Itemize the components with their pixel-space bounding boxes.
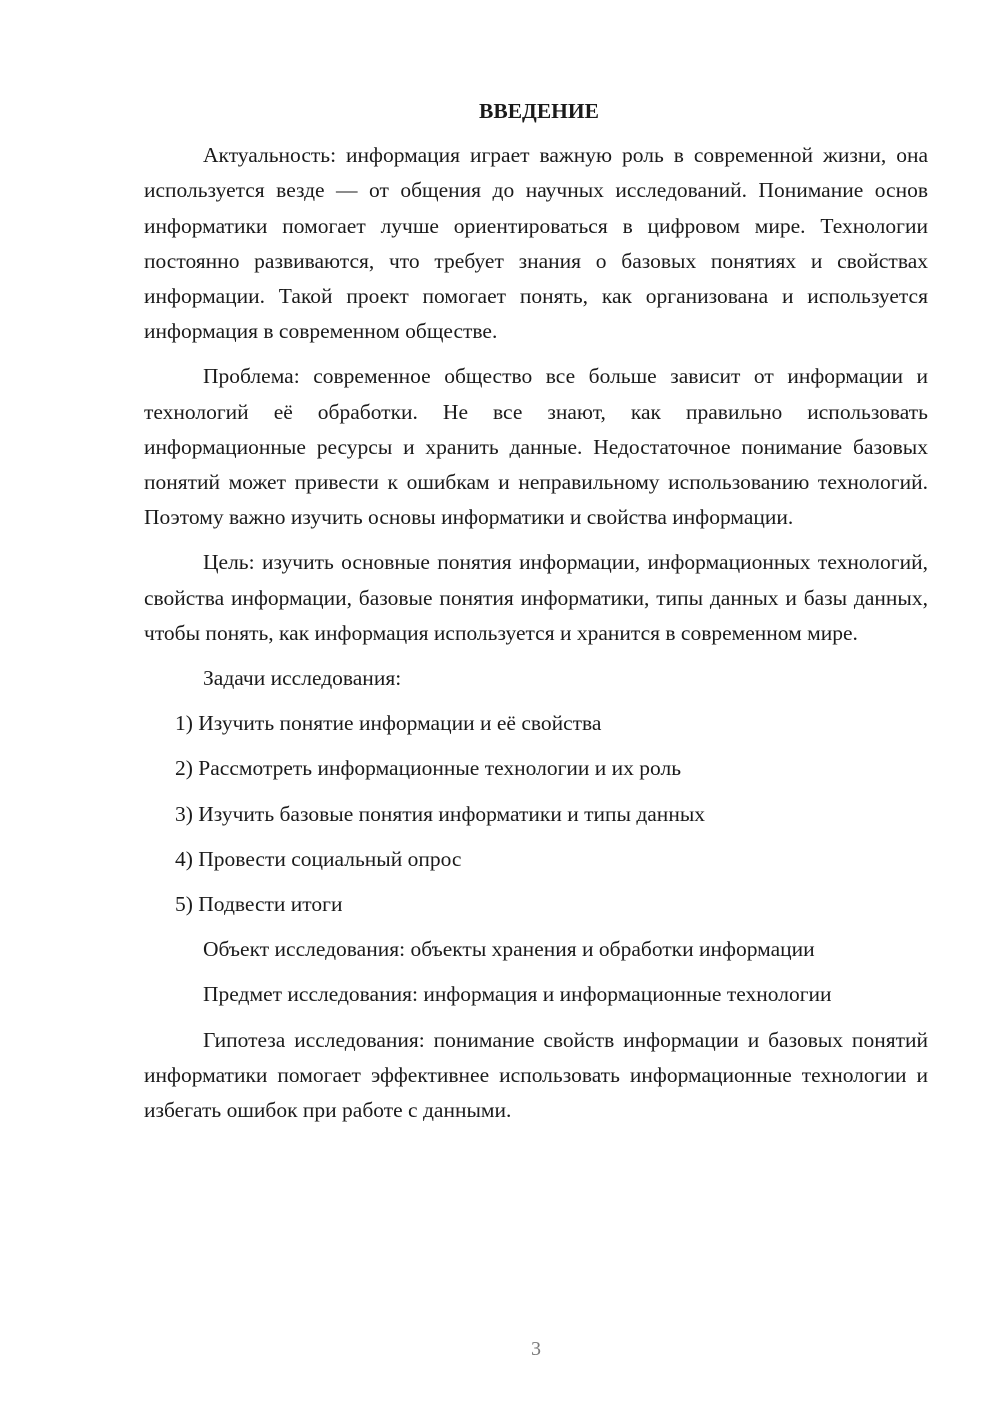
task-item: 2) Рассмотреть информационные технологии и их роль [175, 756, 682, 781]
document-title: ВВЕДЕНИЕ [479, 99, 599, 123]
hypothesis-paragraph: Гипотеза исследования: понимание свойств информации и базовых понятий информатики помогает эффективнее использовать информационные технологии и избегать ошибок при работе с данными. [144, 1027, 928, 1123]
document-body [144, 94, 928, 1138]
tasks-heading: Задачи исследования: [203, 666, 402, 691]
object-paragraph: Объект исследования: объекты хранения и обработки информации [203, 937, 815, 962]
relevance-paragraph: Актуальность: информация играет важную роль в современной жизни, она используется везде — от общения до научных исследований. Понимание основ информатики помогает лучше ориентироваться в цифровом мире. Технологии постоянно развиваются, что требует знания о базовых понятиях и свойствах информации. Такой проект помогает понять, как организована и используется информация в современном обществе. [144, 143, 928, 344]
page-number: 3 [531, 1338, 541, 1360]
task-item: 5) Подвести итоги [175, 892, 343, 917]
task-item: 4) Провести социальный опрос [175, 846, 462, 871]
task-item: 1) Изучить понятие информации и её свойства [175, 711, 602, 736]
goal-paragraph: Цель: изучить основные понятия информации, информационных технологий, свойства информации, базовые понятия информатики, типы данных и базы данных, чтобы понять, как информация используется и хранится в современном мире. [144, 550, 928, 645]
problem-paragraph: Проблема: современное общество все больше зависит от информации и технологий её обработки. Не все знают, как правильно использовать информационные ресурсы и хранить данные. Недостаточное понимание базовых понятий может привести к ошибкам и неправильному использованию технологий. Поэтому важно изучить основы информатики и свойства информации. [144, 364, 928, 530]
task-item: 3) Изучить базовые понятия информатики и типы данных [175, 801, 706, 826]
subject-paragraph: Предмет исследования: информация и информационные технологии [203, 982, 832, 1007]
tasks-list [144, 706, 928, 922]
